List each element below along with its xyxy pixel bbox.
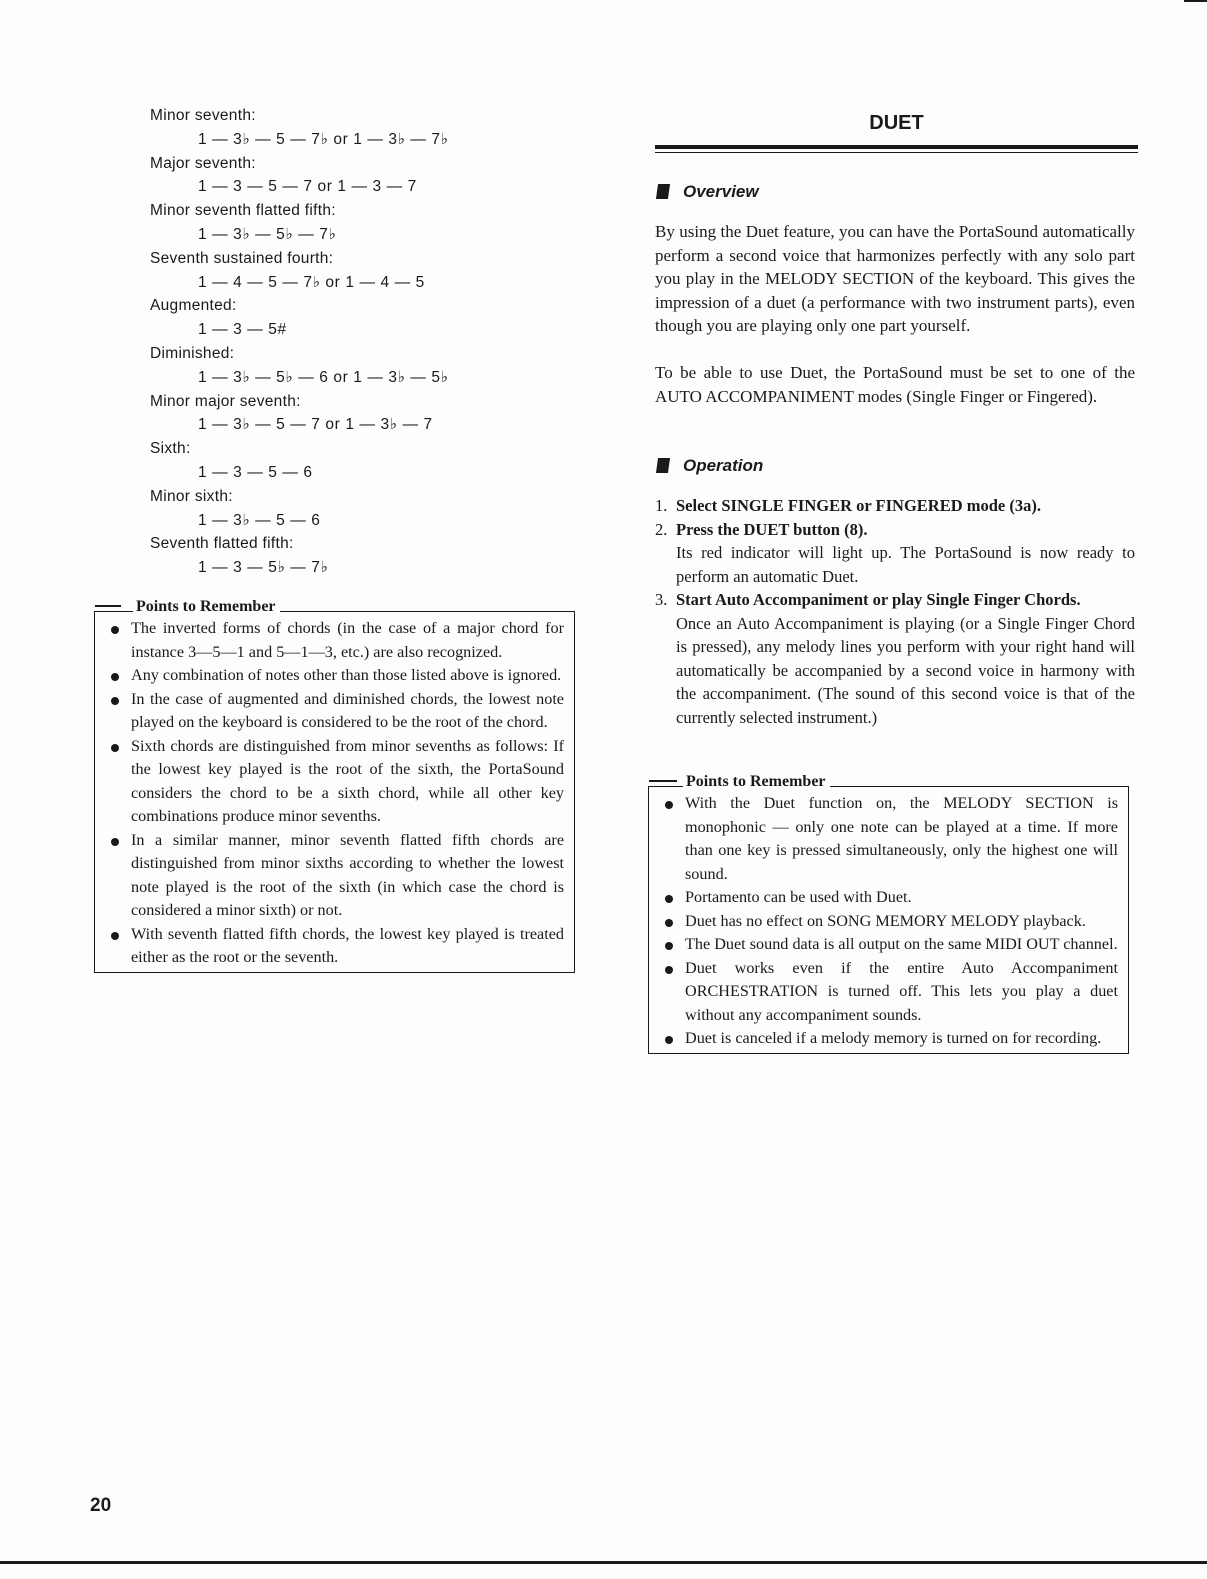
step-item xyxy=(655,588,1135,729)
chord-name: Minor seventh: xyxy=(150,107,256,124)
chord-item xyxy=(150,104,550,152)
chord-item xyxy=(150,532,550,580)
list-item xyxy=(95,829,564,923)
chord-formula: 1 — 3 — 5 — 7 or 1 — 3 — 7 xyxy=(198,178,417,196)
page-title: DUET xyxy=(869,112,924,134)
chord-formula: 1 — 3♭ — 5 — 7 or 1 — 3♭ — 7 xyxy=(198,416,433,434)
chord-formula: 1 — 3 — 5♭ — 7♭ xyxy=(198,559,329,577)
step-number: 3. xyxy=(655,590,668,609)
chord-item xyxy=(150,342,550,390)
point-text: With the Duet function on, the MELODY SECTION is monophonic — only one note can be played at a time. If more than one key is pressed simultaneously, only the highest one will sound. xyxy=(685,794,1118,883)
list-item xyxy=(649,792,1118,886)
point-text: Portamento can be used with Duet. xyxy=(685,888,912,906)
step-heading: Select SINGLE FINGER or FINGERED mode (3a). xyxy=(676,496,1041,515)
points-list xyxy=(649,792,1118,1051)
list-item xyxy=(649,1027,1118,1051)
list-item xyxy=(95,664,564,688)
bullet-icon xyxy=(665,895,673,903)
corner-mark xyxy=(1184,0,1207,2)
step-heading: Press the DUET button (8). xyxy=(676,519,868,539)
chord-name: Seventh flatted fifth: xyxy=(150,535,294,553)
step-number: 2. xyxy=(655,519,668,539)
square-bullet-icon xyxy=(656,184,670,199)
chord-list xyxy=(150,104,550,580)
title-divider-thin xyxy=(655,152,1138,153)
list-item xyxy=(649,957,1118,1028)
list-item xyxy=(649,886,1118,910)
chord-formula: 1 — 3♭ — 5 — 6 xyxy=(198,511,321,529)
page-number: 20 xyxy=(90,1495,112,1516)
bullet-icon xyxy=(111,932,119,940)
bullet-icon xyxy=(111,697,119,705)
list-item xyxy=(95,923,564,970)
chord-item xyxy=(150,247,550,295)
step-number: 1. xyxy=(655,496,668,515)
chord-name: Major seventh: xyxy=(150,154,256,172)
chord-name: Seventh sustained fourth: xyxy=(150,249,334,267)
step-description: Once an Auto Accompaniment is playing (or a Single Finger Chord is pressed), any melody lines you perform with your right hand will automatically be accompanied by a second voice in harmony with the accompaniment. (The sound of this second voice is that of the currently selected instrument.) xyxy=(676,613,1135,727)
chord-formula: 1 — 3♭ — 5 — 7♭ or 1 — 3♭ — 7♭ xyxy=(198,130,449,148)
chord-item xyxy=(150,199,550,247)
operation-heading xyxy=(657,456,763,476)
points-title: Points to Remember xyxy=(683,772,830,792)
list-item xyxy=(95,735,564,829)
list-item xyxy=(649,933,1118,957)
point-text: In a similar manner, minor seventh flatted fifth chords are distinguished from minor sixths according to whether the lowest note played is the root of the sixth (in which case the chord is considered a minor sixth) or not. xyxy=(131,830,564,919)
square-bullet-icon xyxy=(656,458,670,473)
point-text: The inverted forms of chords (in the case of a major chord for instance 3—5—1 and 5—1—3, etc.) are also recognized. xyxy=(131,619,564,661)
bullet-icon xyxy=(665,966,673,974)
point-text: In the case of augmented and diminished chords, the lowest note played on the keyboard is considered to be the root of the chord. xyxy=(131,689,564,731)
chord-item xyxy=(150,485,550,533)
bullet-icon xyxy=(111,673,119,681)
chord-formula: 1 — 3 — 5 — 6 xyxy=(198,463,313,481)
chord-name: Augmented: xyxy=(150,297,237,315)
chord-name: Sixth: xyxy=(150,440,191,458)
point-text: Duet is canceled if a melody memory is turned on for recording. xyxy=(685,1029,1102,1047)
chord-name: Minor major seventh: xyxy=(150,392,301,410)
chord-name: Diminished: xyxy=(150,344,235,362)
chord-name: Minor seventh flatted fifth: xyxy=(150,202,336,220)
overview-heading-text: Overview xyxy=(683,182,759,201)
operation-steps xyxy=(655,494,1135,729)
point-text: Duet works even if the entire Auto Accompaniment ORCHESTRATION is turned off. This lets you play a duet without any accompaniment sounds. xyxy=(685,958,1118,1024)
point-text: Any combination of notes other than those listed above is ignored. xyxy=(131,666,562,684)
chord-item xyxy=(150,294,550,342)
box-corner-line xyxy=(95,605,121,607)
chord-formula: 1 — 3♭ — 5♭ — 6 or 1 — 3♭ — 5♭ xyxy=(198,368,449,386)
point-text: With seventh flatted fifth chords, the lowest key played is treated either as the root or the seventh. xyxy=(131,924,564,966)
list-item xyxy=(95,688,564,735)
box-corner-line xyxy=(649,780,677,782)
bullet-icon xyxy=(665,1036,673,1044)
chord-item xyxy=(150,152,550,200)
step-heading: Start Auto Accompaniment or play Single Finger Chords. xyxy=(676,590,1081,609)
right-points-box xyxy=(648,773,1129,1054)
bullet-icon xyxy=(665,942,673,950)
chord-item xyxy=(150,437,550,485)
title-divider xyxy=(655,145,1138,149)
bullet-icon xyxy=(111,744,119,752)
chord-name: Minor sixth: xyxy=(150,487,233,505)
left-points-box xyxy=(94,598,575,973)
point-text: Duet has no effect on SONG MEMORY MELODY playback. xyxy=(685,911,1086,930)
point-text: Sixth chords are distinguished from minor sevenths as follows: If the lowest key played is the root of the sixth, the PortaSound considers the chord to be a sixth chord, while all other key combinations produce minor sevenths. xyxy=(131,736,564,825)
step-item xyxy=(655,518,1135,589)
list-item xyxy=(95,617,564,664)
points-title: Points to Remember xyxy=(133,597,280,617)
bullet-icon xyxy=(665,919,673,927)
step-item xyxy=(655,494,1135,518)
operation-heading-text: Operation xyxy=(683,456,764,475)
chord-formula: 1 — 3♭ — 5♭ — 7♭ xyxy=(198,225,337,243)
overview-paragraph: By using the Duet feature, you can have the PortaSound automatically perform a second voice that harmonizes perfectly with any solo part you play in the MELODY SECTION of the keyboard. This gives the impression of a duet (a performance with two instrument parts), even though you are playing only one part yourself. xyxy=(655,222,1135,335)
overview-paragraph-2: To be able to use Duet, the PortaSound must be set to one of the AUTO ACCOMPANIMENT modes (Single Finger or Fingered). xyxy=(655,363,1135,406)
bullet-icon xyxy=(665,801,673,809)
list-item xyxy=(649,910,1118,934)
chord-formula: 1 — 3 — 5# xyxy=(198,321,287,339)
bullet-icon xyxy=(111,626,119,634)
chord-formula: 1 — 4 — 5 — 7♭ or 1 — 4 — 5 xyxy=(198,273,425,291)
bottom-rule xyxy=(0,1561,1207,1564)
step-description: Its red indicator will light up. The PortaSound is now ready to perform an automatic Duet. xyxy=(676,543,1135,586)
points-list xyxy=(95,617,564,970)
chord-item xyxy=(150,390,550,438)
point-text: The Duet sound data is all output on the same MIDI OUT channel. xyxy=(685,935,1118,953)
bullet-icon xyxy=(111,838,119,846)
overview-heading xyxy=(657,182,759,202)
